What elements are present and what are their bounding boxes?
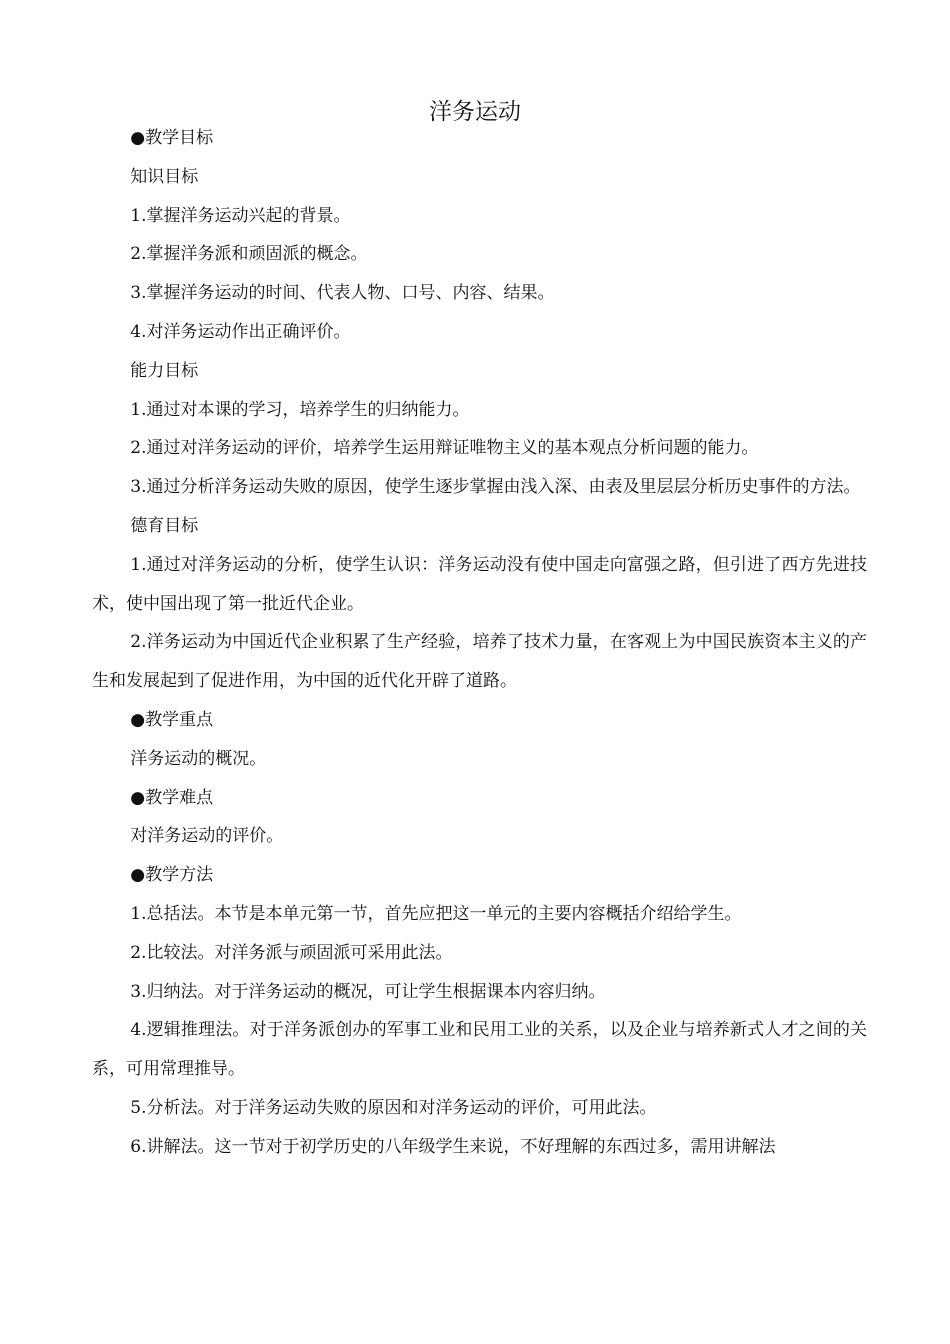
paragraph: 1.通过对本课的学习，培养学生的归纳能力。 (130, 399, 470, 420)
paragraph: 1.总括法。本节是本单元第一节，首先应把这一单元的主要内容概括介绍给学生。 (130, 903, 742, 924)
paragraph: 对洋务运动的评价。 (130, 826, 284, 847)
paragraph: 3.通过分析洋务运动失败的原因，使学生逐步掌握由浅入深、由表及里层层分析历史事件的方法。 (130, 477, 861, 498)
document-title: 洋务运动 (429, 99, 521, 125)
paragraph: 2.通过对洋务运动的评价，培养学生运用辩证唯物主义的基本观点分析问题的能力。 (130, 438, 759, 459)
paragraph: 1.掌握洋务运动兴起的背景。 (130, 205, 351, 226)
subheading-moral-goals: 德育目标 (130, 515, 199, 536)
paragraph: 2.比较法。对洋务派与顽固派可采用此法。 (130, 942, 453, 963)
heading-teaching-methods: ●教学方法 (130, 865, 214, 886)
paragraph: 5.分析法。对于洋务运动失败的原因和对洋务运动的评价，可用此法。 (130, 1097, 657, 1118)
paragraph: 4.逻辑推理法。对于洋务派创办的军事工业和民用工业的关系，以及企业与培养新式人才之间的关系，可用常理推导。 (92, 1020, 867, 1080)
paragraph: 6.讲解法。这一节对于初学历史的八年级学生来说，不好理解的东西过多，需用讲解法 (130, 1136, 776, 1157)
paragraph: 洋务运动的概况。 (130, 748, 267, 769)
heading-key-points: ●教学重点 (130, 709, 214, 730)
subheading-knowledge-goals: 知识目标 (130, 166, 199, 187)
heading-teaching-goals: ●教学目标 (130, 128, 214, 148)
subheading-ability-goals: 能力目标 (130, 360, 199, 381)
document-body (92, 119, 867, 1167)
paragraph: 2.掌握洋务派和顽固派的概念。 (130, 244, 368, 265)
paragraph: 1.通过对洋务运动的分析，使学生认识：洋务运动没有使中国走向富强之路，但引进了西方先进技术，使中国出现了第一批近代企业。 (92, 554, 867, 614)
heading-difficulties: ●教学难点 (130, 787, 214, 808)
paragraph: 2.洋务运动为中国近代企业积累了生产经验，培养了技术力量，在客观上为中国民族资本主义的产生和发展起到了促进作用，为中国的近代化开辟了道路。 (92, 632, 867, 692)
paragraph: 3.掌握洋务运动的时间、代表人物、口号、内容、结果。 (130, 283, 555, 304)
paragraph: 3.归纳法。对于洋务运动的概况，可让学生根据课本内容归纳。 (130, 981, 606, 1002)
paragraph: 4.对洋务运动作出正确评价。 (130, 321, 351, 342)
